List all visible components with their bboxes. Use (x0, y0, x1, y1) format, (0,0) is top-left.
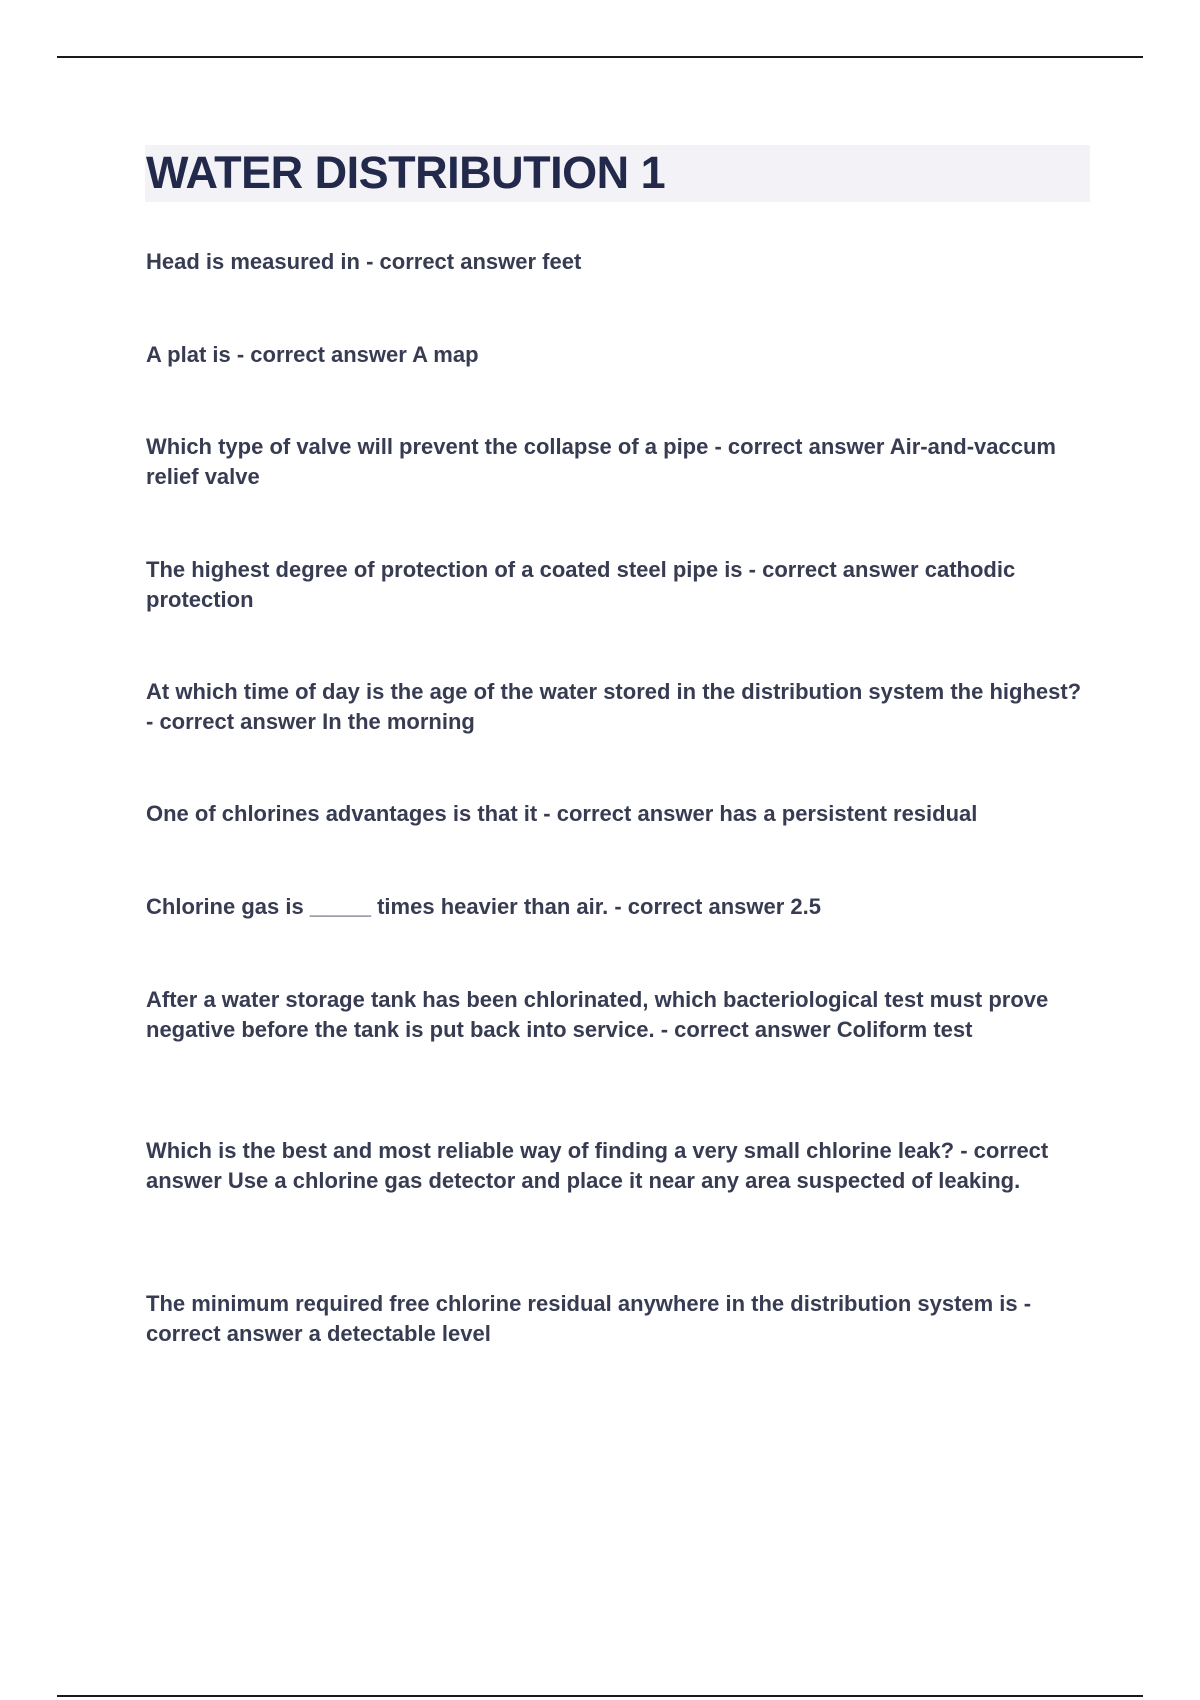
qa-item-9: Which is the best and most reliable way of finding a very small chlorine leak? - correct answer Use a chlorine gas detector and place it near any area suspected of leaking. (146, 1138, 1049, 1193)
qa-item-7: Chlorine gas is _____ times heavier than air. - correct answer 2.5 (146, 894, 821, 919)
bottom-divider (57, 1695, 1143, 1697)
qa-item-5: At which time of day is the age of the water stored in the distribution system the highest? - correct answer In the morning (146, 679, 1082, 734)
qa-item-6: One of chlorines advantages is that it - correct answer has a persistent residual (146, 801, 978, 826)
qa-item-10: The minimum required free chlorine residual anywhere in the distribution system is - correct answer a detectable level (146, 1291, 1032, 1346)
top-divider (57, 56, 1143, 58)
qa-item-3: Which type of valve will prevent the collapse of a pipe - correct answer Air-and-vaccum relief valve (146, 434, 1056, 489)
qa-item-1: Head is measured in - correct answer feet (146, 249, 582, 274)
qa-item-4: The highest degree of protection of a coated steel pipe is - correct answer cathodic protection (146, 557, 1016, 612)
qa-item-2: A plat is - correct answer A map (146, 342, 479, 367)
qa-item-8: After a water storage tank has been chlorinated, which bacteriological test must prove negative before the tank is put back into service. - correct answer Coliform test (146, 987, 1049, 1042)
document-title: WATER DISTRIBUTION 1 (146, 147, 666, 198)
